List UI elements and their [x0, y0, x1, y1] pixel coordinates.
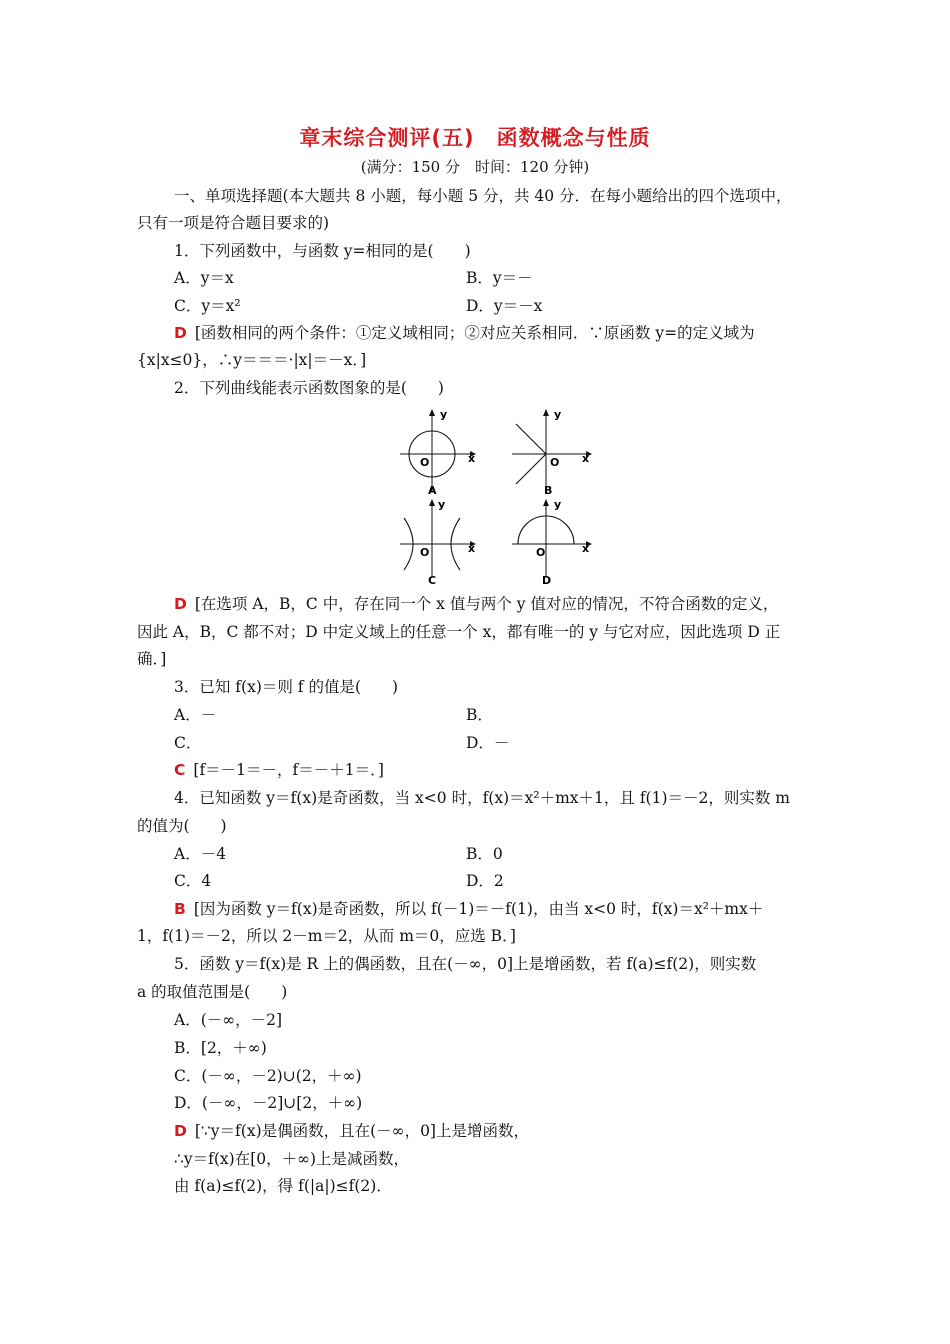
graph-origin-label: O: [550, 456, 560, 469]
graph-x-label: x: [468, 452, 476, 465]
q1-exp-line1: [函数相同的两个条件：①定义域相同；②对应关系相同．∵原函数 y=的定义域为: [194, 324, 755, 342]
q5-explanation: [174, 1121, 529, 1141]
y-arrow-icon: [543, 499, 549, 506]
q1-option-c: C．y＝x²: [174, 297, 241, 315]
q5-option-a: A．(－∞，－2]: [174, 1011, 283, 1029]
q1-option-a: A．y＝x: [174, 269, 234, 287]
q1-stem: 1．下列函数中，与函数 y=相同的是( ): [174, 242, 471, 260]
graph-origin-label: O: [420, 456, 430, 469]
q3-option-a: A．－: [174, 706, 217, 724]
y-arrow-icon: [543, 409, 549, 416]
graph-y-label: y: [440, 408, 448, 421]
q4-option-c: C．4: [174, 872, 212, 890]
q1-explanation: [174, 323, 755, 343]
q5-stem-cont: a 的取值范围是( ): [137, 983, 288, 1001]
graph-origin-label: O: [420, 546, 430, 559]
q5-exp-line1: [∵y＝f(x)是偶函数，且在(－∞，0]上是增函数，: [194, 1122, 529, 1140]
score-time-info: (满分：150 分 时间：120 分钟): [360, 158, 590, 176]
y-arrow-icon: [429, 409, 435, 416]
q3-explanation: [174, 760, 384, 780]
graph-x-label: x: [582, 542, 590, 555]
section-heading-cont: 只有一项是符合题目要求的): [137, 214, 330, 232]
q1-answer: D: [174, 324, 187, 342]
q5-exp-line3: 由 f(a)≤f(2)，得 f(|a|)≤f(2)．: [174, 1177, 392, 1195]
q2-answer: D: [174, 595, 187, 613]
q5-option-c: C．(－∞，－2)∪(2，＋∞): [174, 1067, 362, 1085]
graph-option-label: D: [542, 574, 552, 586]
q5-answer: D: [174, 1122, 187, 1140]
q4-option-d: D．2: [466, 872, 504, 890]
upper-ray: [516, 424, 546, 454]
page-title: 章末综合测评(五) 函数概念与性质: [299, 126, 651, 150]
graph-y-label: y: [554, 498, 562, 511]
q3-option-b: B．: [466, 706, 493, 724]
q4-option-b: B．0: [466, 845, 503, 863]
section-heading: 一、单项选择题(本大题共 8 小题，每小题 5 分，共 40 分．在每小题给出的四个选项中，: [174, 187, 792, 205]
q4-stem: 4．已知函数 y＝f(x)是奇函数，当 x<0 时，f(x)＝x²＋mx＋1，且 f(1)＝－2，则实数 m: [174, 789, 790, 807]
q2-exp-line3: 确．]: [137, 650, 167, 668]
q4-exp-line1: [因为函数 y＝f(x)是奇函数，所以 f(－1)＝－f(1)，由当 x<0 时，f(x)＝x²＋mx＋: [193, 900, 764, 918]
q2-graph-b: [510, 404, 600, 496]
q2-graph-a: [398, 404, 484, 496]
q3-option-d: D．－: [466, 734, 510, 752]
q3-exp-line1: [f＝－1＝－，f＝－＋1＝．]: [193, 761, 384, 779]
q2-exp-line1: [在选项 A，B，C 中，存在同一个 x 值与两个 y 值对应的情况，不符合函数的定义，: [194, 595, 779, 613]
q4-stem-cont: 的值为( ): [137, 817, 227, 835]
q3-option-c: C．: [174, 734, 202, 752]
graph-x-label: x: [582, 452, 590, 465]
q1-exp-line2: {x|x≤0}，∴y＝＝＝·|x|＝－x．]: [137, 351, 367, 369]
q1-option-b: B．y＝－: [466, 269, 533, 287]
lower-ray: [516, 454, 546, 484]
q1-option-d: D．y＝－x: [466, 297, 543, 315]
q5-stem: 5．函数 y＝f(x)是 R 上的偶函数，且在(－∞，0]上是增函数，若 f(a)≤f(2)，则实数: [174, 955, 757, 973]
graph-option-label: B: [544, 484, 553, 496]
graph-option-label: C: [428, 574, 437, 586]
q2-exp-line2: 因此 A，B，C 都不对；D 中定义域上的任意一个 x，都有唯一的 y 与它对应，因此选项 D 正: [137, 623, 781, 641]
q3-stem: 3．已知 f(x)＝则 f 的值是( ): [174, 678, 399, 696]
q2-graph-d: [510, 494, 600, 586]
q5-option-b: B．[2，＋∞): [174, 1039, 267, 1057]
q3-answer: C: [174, 761, 186, 779]
q2-graph-c: [398, 494, 484, 586]
q4-exp-line2: 1，f(1)＝－2，所以 2－m＝2，从而 m＝0，应选 B．]: [137, 927, 516, 945]
q4-explanation: [174, 899, 763, 919]
graph-x-label: x: [468, 542, 476, 555]
q5-option-d: D．(－∞，－2]∪[2，＋∞): [174, 1094, 363, 1112]
graph-option-label: A: [428, 484, 437, 496]
graph-y-label: y: [438, 498, 446, 511]
q4-option-a: A．－4: [174, 845, 227, 863]
graph-origin-label: O: [536, 546, 546, 559]
q2-explanation: [174, 594, 778, 614]
q5-exp-line2: ∴y＝f(x)在[0，＋∞)上是减函数，: [174, 1150, 410, 1168]
q2-stem: 2．下列曲线能表示函数图象的是( ): [174, 379, 444, 397]
graph-y-label: y: [554, 408, 562, 421]
q4-answer: B: [174, 900, 186, 918]
y-arrow-icon: [429, 499, 435, 506]
